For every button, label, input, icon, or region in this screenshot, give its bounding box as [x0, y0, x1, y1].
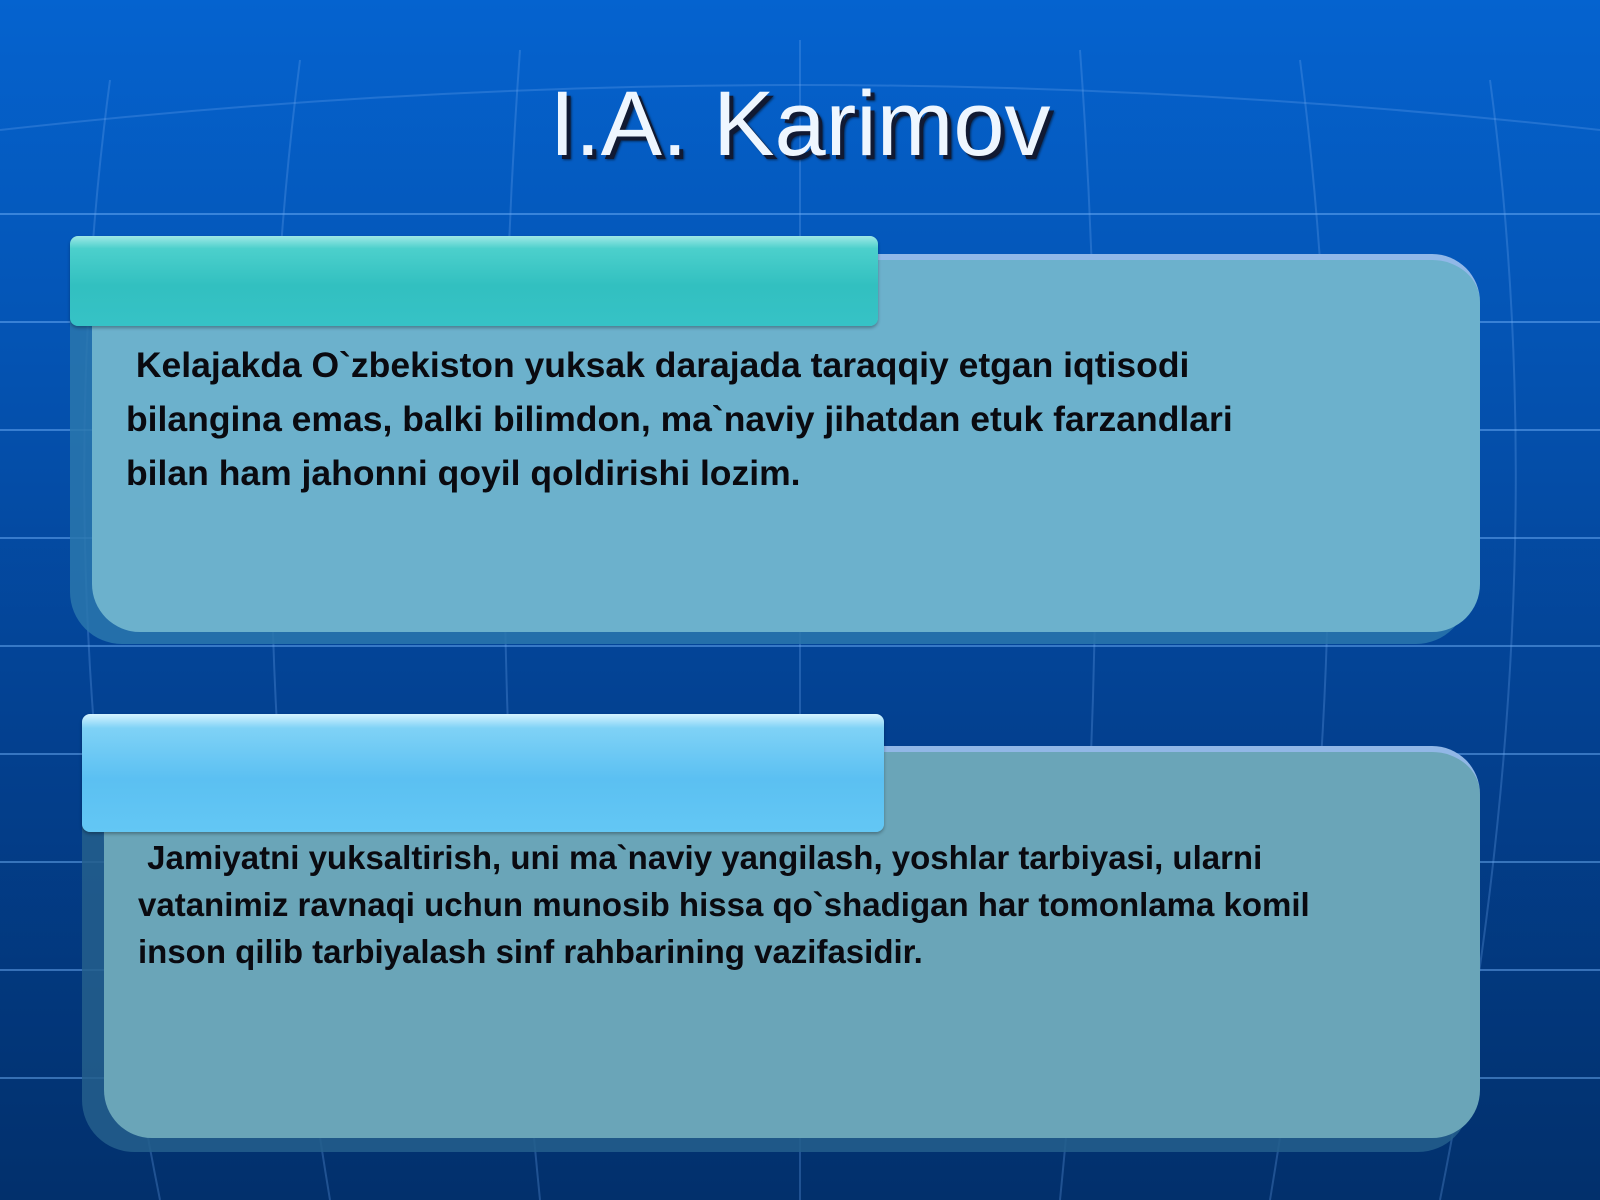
quote-1-line-2: bilangina emas, balki bilimdon, ma`naviy jihatdan etuk farzandlari	[126, 399, 1233, 439]
slide-title: I.A. Karimov	[549, 73, 1051, 175]
quote-1-line-1: Kelajakda O`zbekiston yuksak darajada taraqqiy etgan iqtisodi	[126, 345, 1190, 385]
quote-card-2-header-bar	[82, 714, 884, 832]
quote-2-line-1: Jamiyatni yuksaltirish, uni ma`naviy yangilash, yoshlar tarbiyasi, ularni	[138, 839, 1263, 876]
quote-1-line-3: bilan ham jahonni qoyil qoldirishi lozim.	[126, 453, 801, 493]
quote-2-text	[138, 834, 1468, 975]
quote-2-line-2: vatanimiz ravnaqi uchun munosib hissa qo`shadigan har tomonlama komil	[138, 886, 1310, 923]
quote-card-1-header-bar	[70, 236, 878, 326]
quote-1-text	[126, 338, 1466, 500]
quote-2-line-3: inson qilib tarbiyalash sinf rahbarining vazifasidir.	[138, 933, 923, 970]
